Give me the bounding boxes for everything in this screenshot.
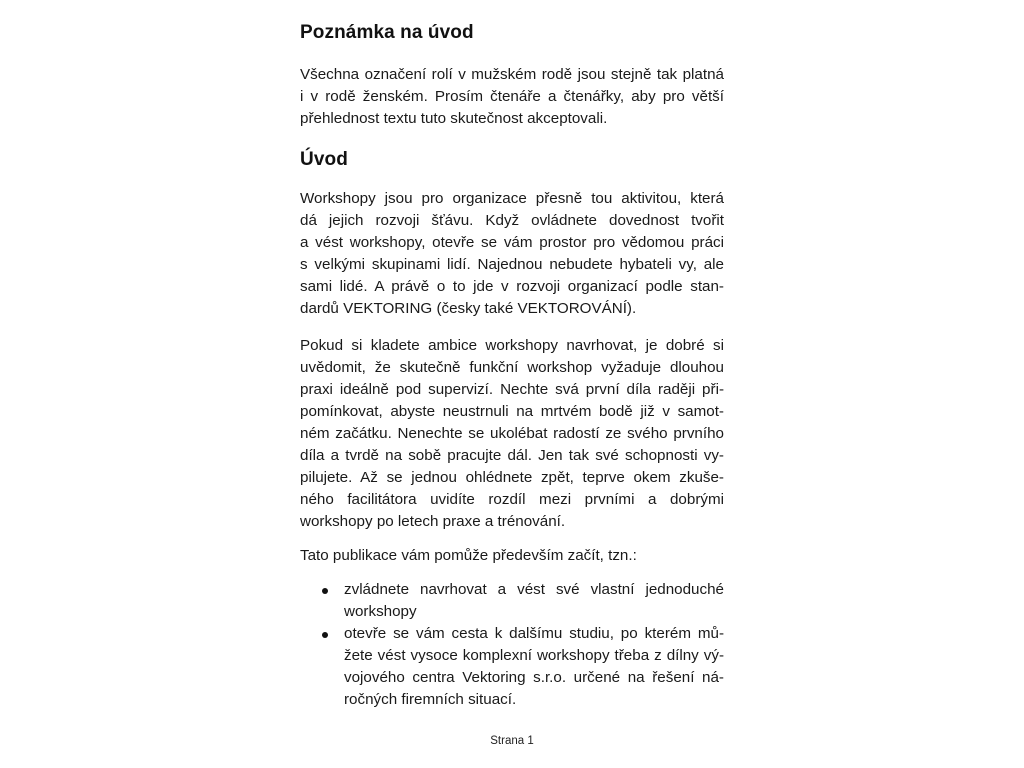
text-line: žete vést vysoce komplexní workshopy třeba z dílny vý- <box>344 647 724 664</box>
bullet-icon <box>322 632 328 638</box>
text-line: otevře se vám cesta k dalšímu studiu, po kterém mů- <box>344 625 724 642</box>
page-number-footer: Strana 1 <box>490 735 534 747</box>
text-line: s velkými skupinami lidí. Najednou nebudete hybateli vy, ale <box>300 256 724 273</box>
text-line: ném začátku. Nenechte se ukolébat radostí ze svého prvního <box>300 425 724 442</box>
note-heading: Poznámka na úvod <box>300 22 474 43</box>
text-line: zvládnete navrhovat a vést své vlastní jednoduché <box>344 581 724 598</box>
text-line: i v rodě ženském. Prosím čtenáře a čtenářky, aby pro větší <box>300 88 724 105</box>
text-line: vojového centra Vektoring s.r.o. určené na řešení ná- <box>344 669 724 686</box>
text-line: díla a tvrdě na sobě pracujte dál. Jen tak své schopnosti vy- <box>300 447 724 464</box>
text-line: pomínkovat, abyste neustrnuli na mrtvém bodě již v samot- <box>300 403 724 420</box>
text-line: dardů VEKTORING (česky také VEKTOROVÁNÍ). <box>300 300 637 317</box>
text-line: workshopy po letech praxe a trénování. <box>300 513 566 530</box>
text-line: ného facilitátora uvidíte rozdíl mezi prvními a dobrými <box>300 491 724 508</box>
text-line: Workshopy jsou pro organizace přesně tou aktivitou, která <box>300 190 724 207</box>
text-line: přehlednost textu tuto skutečnost akceptovali. <box>300 110 608 127</box>
list-intro: Tato publikace vám pomůže především začít, tzn.: <box>300 547 637 564</box>
text-line: praxi ideálně pod supervizí. Nechte svá první díla raději při- <box>300 381 724 398</box>
text-line: pilujete. Až se jednou ohlédnete zpět, teprve okem zkuše- <box>300 469 724 486</box>
bullet-icon <box>322 588 328 594</box>
text-line: Všechna označení rolí v mužském rodě jsou stejně tak platná <box>300 66 724 83</box>
text-line: dá jejich rozvoji šťávu. Když ovládnete dovednost tvořit <box>300 212 724 229</box>
text-line: uvědomit, že skutečně funkční workshop vyžaduje dlouhou <box>300 359 724 376</box>
text-line: a vést workshopy, otevře se vám prostor pro vědomou práci <box>300 234 724 251</box>
text-line: Pokud si kladete ambice workshopy navrhovat, je dobré si <box>300 337 724 354</box>
intro-heading: Úvod <box>300 149 348 170</box>
text-line: sami lidé. A právě o to jde v rozvoji organizací podle stan- <box>300 278 724 295</box>
text-line: ročných firemních situací. <box>344 691 517 708</box>
text-line: workshopy <box>344 603 417 620</box>
